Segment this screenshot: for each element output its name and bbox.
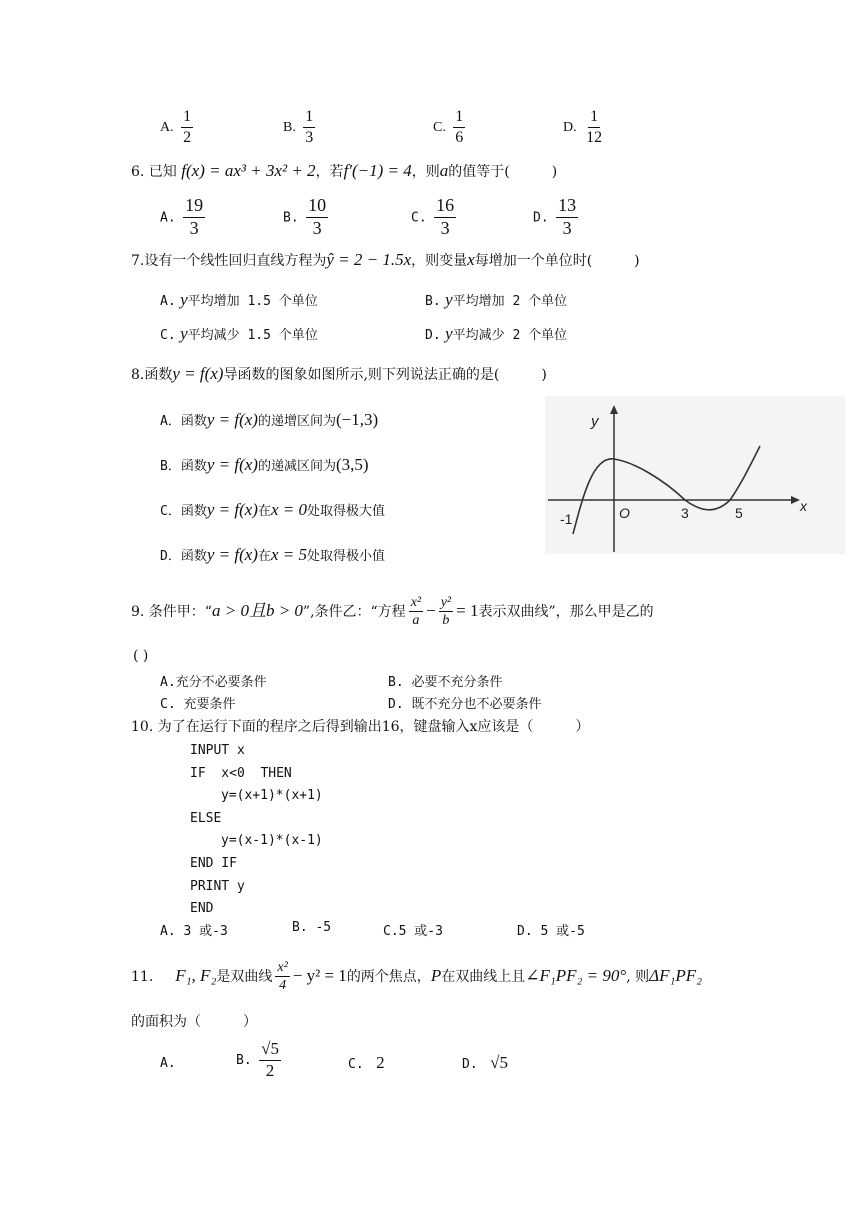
q5-option-a xyxy=(160,108,196,146)
option-text: 3 或-3 xyxy=(183,924,228,939)
option-label: B. xyxy=(283,210,299,226)
option-label: B. xyxy=(292,920,308,935)
q5-option-d xyxy=(563,108,607,146)
question-number: 11. xyxy=(131,968,154,985)
q10-option-c xyxy=(383,920,443,939)
fraction: $\frac{\text{x²}}{4}$ xyxy=(277,960,288,994)
option-value: √5 xyxy=(490,1053,508,1072)
q10-option-d xyxy=(517,920,585,939)
q11-option-d xyxy=(462,1053,508,1073)
option-label: A. xyxy=(160,294,176,309)
point-label: P xyxy=(430,965,442,985)
q11-stem xyxy=(131,960,702,994)
q8-stem xyxy=(131,364,547,384)
q9-stem xyxy=(131,595,654,629)
option-label: C. xyxy=(348,1057,364,1072)
q9-option-c xyxy=(160,693,236,712)
q10-stem: 10. 为了在运行下面的程序之后得到输出16，键盘输入x应该是（ ） xyxy=(131,719,590,735)
fraction: $\frac{13}{3}$ xyxy=(558,195,577,238)
condition-expression: a > 0且b > 0 xyxy=(211,600,303,620)
option-label: C. xyxy=(383,924,399,939)
option-text: 处取得极小值 xyxy=(306,549,385,564)
fraction: $\frac{1}{2}$ xyxy=(183,108,192,146)
fraction: $\frac{\text{x²}}{a}$ xyxy=(410,595,422,629)
option-text: 平均减少 1.5 个单位 xyxy=(187,328,318,343)
x-value: x = 5 xyxy=(270,545,307,564)
q8-option-b xyxy=(160,455,369,475)
option-label: B. xyxy=(425,294,441,309)
q10-code-block xyxy=(190,740,323,921)
code-line: y=(x+1)*(x+1) xyxy=(221,788,323,804)
option-text: 平均减少 2 个单位 xyxy=(452,328,568,343)
stem-text: 8.函数 xyxy=(131,367,173,383)
q8-option-d xyxy=(160,545,385,565)
option-label: C. xyxy=(411,210,427,226)
stem-text: , 则 xyxy=(626,968,650,985)
q5-option-b xyxy=(283,108,318,146)
option-text: 平均增加 1.5 个单位 xyxy=(187,294,318,309)
stem-text: 的两个焦点， xyxy=(346,968,431,985)
question-number: 6. xyxy=(131,164,145,180)
q6-option-b xyxy=(283,196,331,239)
foci-expression: F₁, F₂ xyxy=(175,965,217,985)
option-label: B. xyxy=(236,1053,252,1069)
stem-text: ，若 xyxy=(315,164,344,180)
option-label: B. xyxy=(388,675,404,690)
stem-text: ，则 xyxy=(411,164,440,180)
option-label: D. xyxy=(462,1057,478,1072)
option-label: D．函数 xyxy=(160,549,207,564)
function-expression: y = f(x) xyxy=(206,500,258,519)
fraction: $\frac{√5}{2}$ xyxy=(261,1039,279,1080)
triangle-expression: ΔF₁PF₂ xyxy=(649,965,703,985)
option-text: 5 或-3 xyxy=(398,924,443,939)
option-label: D. xyxy=(388,697,404,712)
option-text: 充分不必要条件 xyxy=(175,675,267,690)
q8-option-c xyxy=(160,500,385,520)
tick-label-neg1: -1 xyxy=(560,511,573,527)
code-line: END IF xyxy=(190,855,237,871)
q6-stem xyxy=(131,161,557,181)
variable: y xyxy=(445,290,453,309)
option-label: D. xyxy=(533,210,549,226)
equation-rest: − y² = 1 xyxy=(292,965,347,985)
q7-option-d xyxy=(425,324,567,344)
option-text: 平均增加 2 个单位 xyxy=(452,294,568,309)
option-label: A. xyxy=(160,120,174,136)
q9-option-a xyxy=(160,671,267,690)
option-label: D. xyxy=(517,924,533,939)
option-value: 2 xyxy=(376,1053,385,1072)
interval: (−1,3) xyxy=(335,410,379,429)
q10-option-b xyxy=(292,920,331,935)
q9-paren: ( ) xyxy=(133,648,149,664)
option-text: 的递增区间为 xyxy=(257,414,336,429)
option-label: A．函数 xyxy=(160,414,207,429)
q10-option-a xyxy=(160,920,228,939)
option-text: 在 xyxy=(257,504,271,519)
function-expression: y = f(x) xyxy=(206,410,258,429)
interval: (3,5) xyxy=(335,455,369,474)
option-label: B. xyxy=(283,120,296,136)
fraction: $\frac{1}{3}$ xyxy=(305,108,314,146)
variable: y xyxy=(180,290,188,309)
q7-stem xyxy=(131,250,640,270)
q7-option-c xyxy=(160,324,318,344)
q6-option-a xyxy=(160,196,208,239)
q6-option-c xyxy=(411,196,459,239)
q7-option-b xyxy=(425,290,567,310)
origin-label: O xyxy=(619,505,630,521)
q6-option-d xyxy=(533,196,581,239)
y-axis-label: y xyxy=(591,413,599,430)
stem-text: 每增加一个单位时( ) xyxy=(474,253,640,269)
option-text: 5 或-5 xyxy=(540,924,585,939)
option-label: A. xyxy=(160,924,176,939)
q11-option-b xyxy=(236,1040,284,1080)
condition-expression: f′(−1) = 4 xyxy=(343,161,412,180)
option-text: -5 xyxy=(315,920,332,935)
option-label: A. xyxy=(160,210,176,226)
code-line: INPUT x xyxy=(190,743,245,758)
stem-text: 导函数的图象如图所示,则下列说法正确的是( ) xyxy=(223,367,547,383)
option-label: D. xyxy=(563,120,577,136)
q8-option-a xyxy=(160,410,378,430)
q5-option-c xyxy=(433,108,468,146)
variable: a xyxy=(439,161,449,180)
angle-expression: ∠F₁PF₂ = 90° xyxy=(525,965,627,985)
option-text: 在 xyxy=(257,549,271,564)
stem-text: 的值等于( ) xyxy=(448,164,558,180)
code-line: IF x<0 THEN xyxy=(190,765,292,781)
fraction: $\frac{\text{y²}}{b}$ xyxy=(440,595,452,629)
option-text: 充要条件 xyxy=(183,697,236,712)
option-label: C．函数 xyxy=(160,504,207,519)
fraction: $\frac{1}{12}$ xyxy=(586,108,603,146)
option-label: B．函数 xyxy=(160,459,207,474)
q9-option-d xyxy=(388,693,542,712)
function-expression: y = f(x) xyxy=(172,364,224,383)
stem-text: 7.设有一个线性回归直线方程为 xyxy=(131,253,327,269)
option-label: C. xyxy=(433,120,446,136)
option-label: C. xyxy=(160,328,176,343)
q9-option-b xyxy=(388,671,503,690)
stem-text: 是双曲线 xyxy=(216,968,273,985)
option-label: A. xyxy=(160,675,176,690)
x-value: x = 0 xyxy=(270,500,307,519)
fraction: $\frac{16}{3}$ xyxy=(436,195,455,238)
q7-option-a xyxy=(160,290,318,310)
x-axis-label: x xyxy=(800,498,807,514)
option-label: D. xyxy=(425,328,441,343)
option-text: 必要不充分条件 xyxy=(411,675,503,690)
q11-stem-line2: 的面积为（ ） xyxy=(131,1014,257,1030)
fraction: $\frac{19}{3}$ xyxy=(185,195,204,238)
variable: x xyxy=(467,250,475,269)
tick-label-3: 3 xyxy=(681,505,689,521)
option-text: 既不充分也不必要条件 xyxy=(411,697,542,712)
stem-text: 已知 xyxy=(148,164,177,180)
minus-sign: − xyxy=(426,600,436,620)
code-line: END xyxy=(190,901,214,917)
stem-text: 9. 条件甲：“ xyxy=(131,603,212,620)
variable: y xyxy=(445,324,453,343)
code-line: ELSE xyxy=(190,810,222,826)
figure-background xyxy=(545,396,845,554)
option-text: 处取得极大值 xyxy=(306,504,385,519)
fraction: $\frac{1}{6}$ xyxy=(455,108,464,146)
tick-label-5: 5 xyxy=(735,505,743,521)
stem-text: 在双曲线上且 xyxy=(441,968,526,985)
function-expression: f(x) = ax³ + 3x² + 2 xyxy=(181,161,316,180)
variable: y xyxy=(180,324,188,343)
function-expression: y = f(x) xyxy=(206,455,258,474)
equals-one: = 1 xyxy=(456,600,479,620)
stem-text: ，则变量 xyxy=(411,253,468,269)
fraction: $\frac{10}{3}$ xyxy=(308,195,327,238)
option-label: A. xyxy=(160,1056,176,1071)
function-expression: y = f(x) xyxy=(206,545,258,564)
option-label: C. xyxy=(160,697,176,712)
code-line: PRINT y xyxy=(190,878,245,894)
q11-option-c xyxy=(348,1053,385,1073)
regression-equation: ŷ = 2 − 1.5x xyxy=(326,250,412,269)
derivative-graph-figure xyxy=(545,396,845,554)
stem-text: ”,条件乙：“方程 xyxy=(302,603,406,620)
code-line: y=(x-1)*(x-1) xyxy=(221,833,323,849)
stem-text: 表示双曲线”，那么甲是乙的 xyxy=(478,603,654,620)
q11-option-a xyxy=(160,1056,176,1071)
option-text: 的递减区间为 xyxy=(257,459,336,474)
